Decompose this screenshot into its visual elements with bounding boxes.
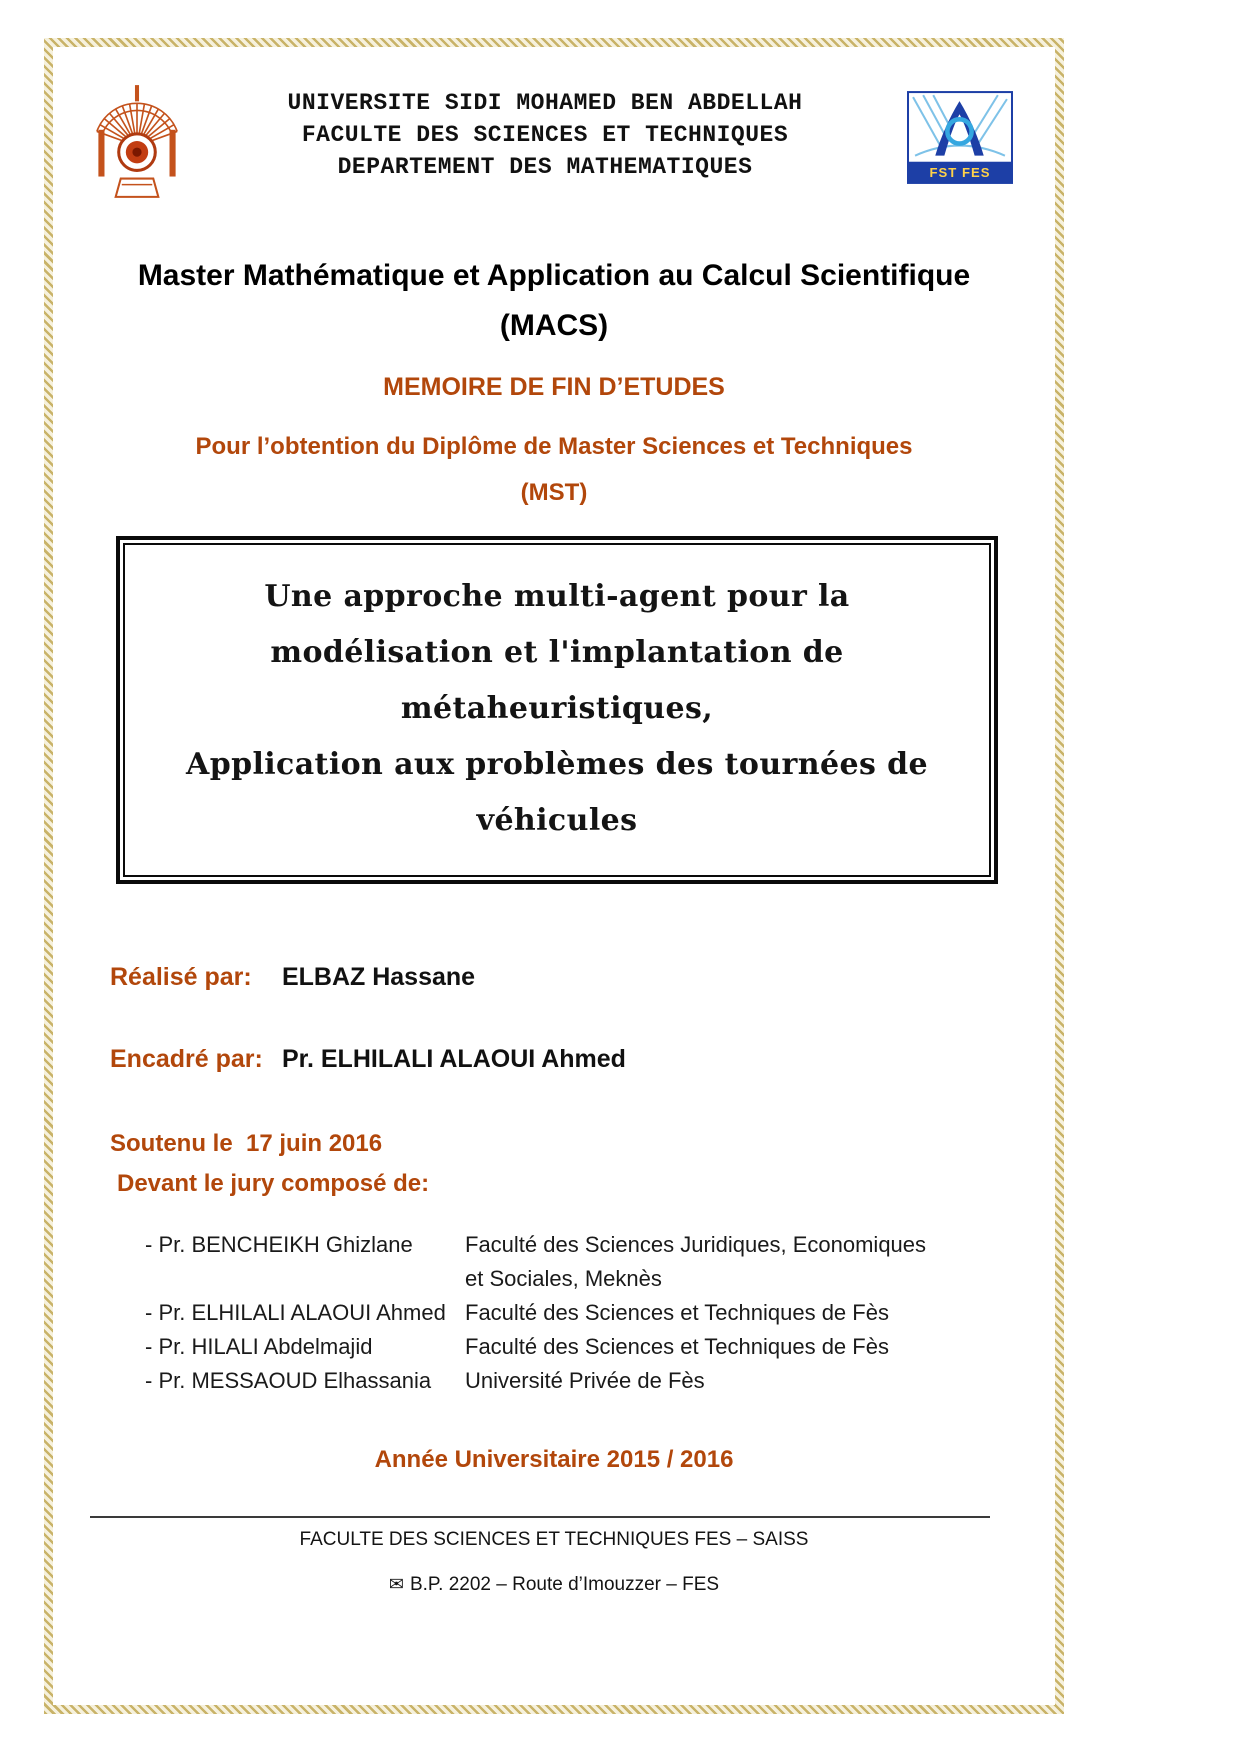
footer-address-line [53,1572,1055,1597]
program-title-line: Master Mathématique et Application au Calcul Scientifique [137,259,971,292]
academic-year: Année Universitaire 2015 / 2016 [374,1446,734,1473]
diploma-acronym: (MST) [520,479,588,506]
department-name: DEPARTEMENT DES MATHEMATIQUES [337,154,753,180]
supervisor-name: Pr. ELHILALI ALAOUI Ahmed [281,1045,626,1073]
jury-affiliation-line: Faculté des Sciences Juridiques, Economiques [465,1232,927,1257]
mail-icon: ✉ [388,1574,404,1594]
header [53,47,1055,211]
jury-row [145,1296,1055,1330]
institution-name-block [183,87,907,183]
jury-list [145,1228,1055,1398]
author-row [110,962,1055,992]
jury-affiliation-line: Faculté des Sciences et Techniques de Fès [465,1334,889,1359]
jury-affiliation-line: Faculté des Sciences et Techniques de Fès [465,1300,889,1325]
thesis-title-line-2: modélisation et l'implantation de métaheuristiques, [270,635,844,726]
thesis-title-line-3: Application aux problèmes des tournées de véhicules [186,747,928,838]
faculty-name: FACULTE DES SCIENCES ET TECHNIQUES [301,122,789,148]
jury-member-affiliation [465,1330,1055,1364]
diploma-statement-line: Pour l’obtention du Diplôme de Master Sciences et Techniques [195,433,913,460]
fst-fes-logo [907,91,1013,189]
fst-fes-label: FST FES [929,164,991,180]
jury-heading: Devant le jury composé de: [117,1170,430,1197]
jury-member-affiliation [465,1296,1055,1330]
university-name: UNIVERSITE SIDI MOHAMED BEN ABDELLAH [287,90,803,116]
university-emblem-logo [91,79,183,211]
thesis-title-box-inner [123,543,991,877]
diploma-statement [53,424,1055,516]
defense-date: Soutenu le 17 juin 2016 [110,1130,383,1157]
jury-row [145,1228,1055,1296]
jury-member-name: - Pr. HILALI Abdelmajid [145,1334,373,1359]
fst-fes-logo-icon [907,91,1013,184]
jury-member-affiliation [465,1364,1055,1398]
thesis-title-box [116,536,998,884]
program-title [53,251,1055,351]
jury-member-name: - Pr. BENCHEIKH Ghizlane [145,1232,413,1257]
jury-member-name: - Pr. ELHILALI ALAOUI Ahmed [145,1300,446,1325]
footer-faculty-line: FACULTE DES SCIENCES ET TECHNIQUES FES – SAISS [299,1529,809,1550]
jury-row [145,1330,1055,1364]
page-content [53,47,1055,1597]
footer-address-text: B.P. 2202 – Route d’Imouzzer – FES [409,1574,720,1595]
thesis-title-line-1: Une approche multi-agent pour la [264,579,850,614]
university-emblem-icon [91,79,183,206]
memoire-heading: MEMOIRE DE FIN D’ETUDES [383,373,725,401]
supervisor-row [110,1044,1055,1074]
jury-affiliation-line: et Sociales, Meknès [465,1266,662,1291]
program-acronym: (MACS) [499,309,609,342]
author-name: ELBAZ Hassane [281,963,476,991]
footer-divider [90,1516,990,1518]
supervisor-label: Encadré par: [110,1045,263,1073]
jury-member-affiliation [465,1228,1055,1296]
jury-row [145,1364,1055,1398]
author-label: Réalisé par: [110,963,252,991]
jury-member-name: - Pr. MESSAOUD Elhassania [145,1368,432,1393]
jury-affiliation-line: Université Privée de Fès [465,1368,705,1393]
